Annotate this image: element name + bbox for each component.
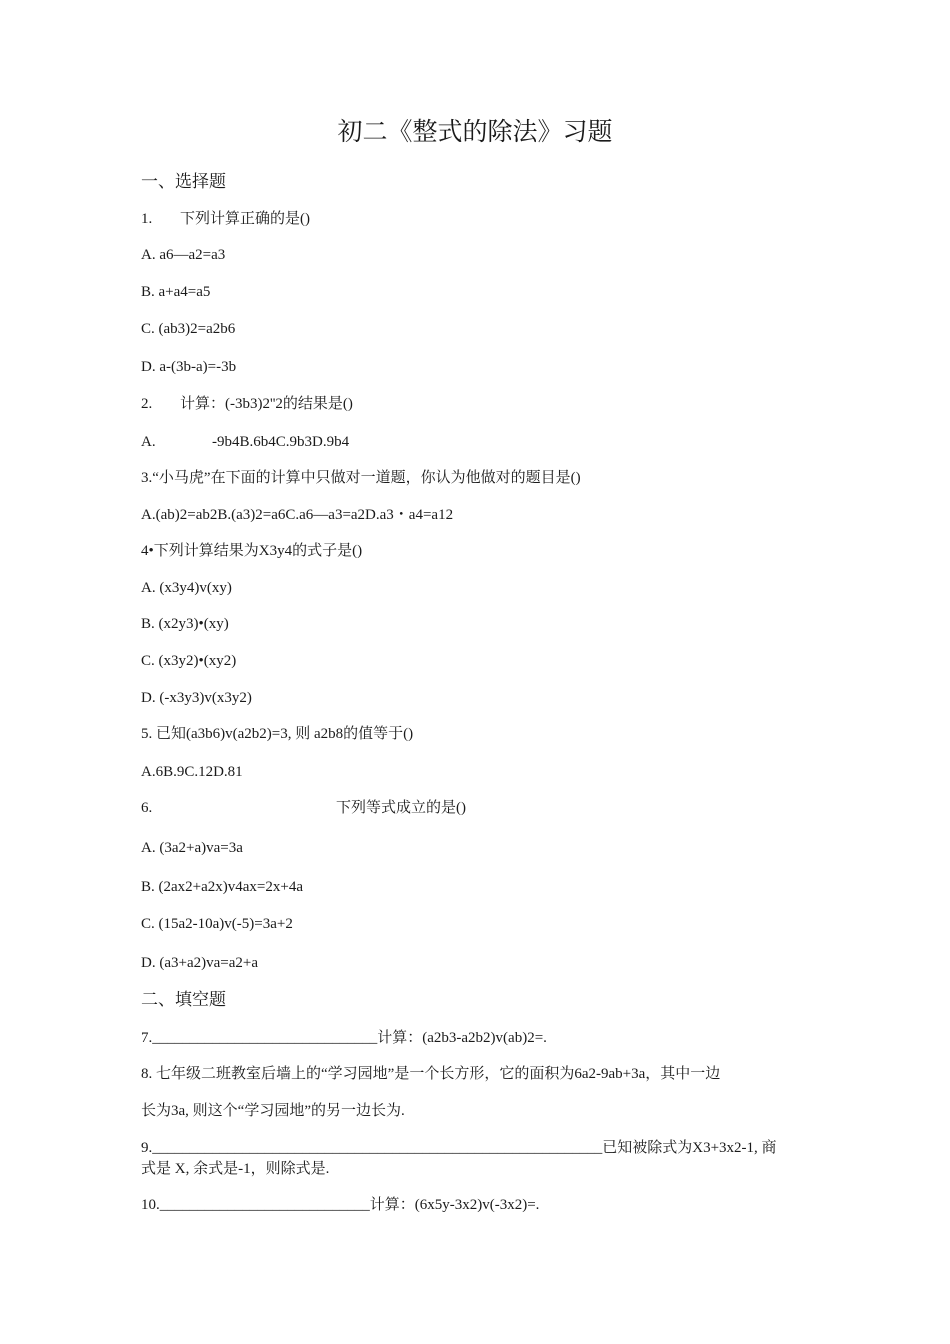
question-1-option-c: C. (ab3)2=a2b6 [141, 321, 236, 337]
question-6-option-c: C. (15a2-10a)v(-5)=3a+2 [141, 916, 293, 932]
question-6-option-a: A. (3a2+a)va=3a [141, 840, 243, 856]
question-6-text: 下列等式成立的是() [336, 800, 466, 816]
question-5-text: 5. 已知(a3b6)v(a2b2)=3, 则 a2b8的值等于() [141, 726, 414, 742]
question-6-number: 6. [141, 800, 153, 816]
question-7: 7.______________________________计算：(a2b3-a2b2)v(ab)2=. [141, 1030, 547, 1046]
question-9-line-1: 9.____________________________________________________________已知被除式为X3+3x2-1, 商 [141, 1140, 777, 1156]
question-9-line-2: 式是 X, 余式是-1，则除式是. [141, 1161, 330, 1177]
page-title: 初二《整式的除法》习题 [337, 119, 613, 146]
question-1-option-b: B. a+a4=a5 [141, 284, 211, 300]
question-8-line-1: 8. 七年级二班教室后墙上的“学习园地”是一个长方形，它的面积为6a2-9ab+3a，其中一边 [141, 1066, 721, 1082]
section-heading-fill-blank: 二、填空题 [141, 990, 226, 1009]
question-6-option-b: B. (2ax2+a2x)v4ax=2x+4a [141, 879, 304, 895]
question-1-option-a: A. a6—a2=a3 [141, 247, 226, 263]
question-2-options: -9b4B.6b4C.9b3D.9b4 [212, 434, 350, 450]
question-4-option-a: A. (x3y4)v(xy) [141, 580, 232, 596]
question-3-text: 3.“小马虎”在下面的计算中只做对一道题，你认为他做对的题目是() [141, 470, 581, 486]
question-8-line-2: 长为3a, 则这个“学习园地”的另一边长为. [141, 1103, 405, 1119]
question-4-option-b: B. (x2y3)•(xy) [141, 616, 229, 632]
question-4-text: 4•下列计算结果为X3y4的式子是() [141, 543, 363, 559]
question-2-option-label: A. [141, 434, 156, 450]
question-5-options: A.6B.9C.12D.81 [141, 764, 243, 780]
section-heading-choice: 一、选择题 [141, 172, 226, 191]
question-2-text: 计算：(-3b3)2''2的结果是() [180, 396, 353, 412]
question-1-option-d: D. a-(3b-a)=-3b [141, 359, 237, 375]
question-1-text: 下列计算正确的是() [180, 211, 310, 227]
question-2-number: 2. [141, 396, 153, 412]
question-10: 10.____________________________计算：(6x5y-3x2)v(-3x2)=. [141, 1197, 540, 1213]
question-3-options: A.(ab)2=ab2B.(a3)2=a6C.a6—a3=a2D.a3・a4=a12 [141, 507, 454, 523]
question-1-number: 1. [141, 211, 153, 227]
question-4-option-c: C. (x3y2)•(xy2) [141, 653, 237, 669]
question-4-option-d: D. (-x3y3)v(x3y2) [141, 690, 252, 706]
question-6-option-d: D. (a3+a2)va=a2+a [141, 955, 258, 971]
